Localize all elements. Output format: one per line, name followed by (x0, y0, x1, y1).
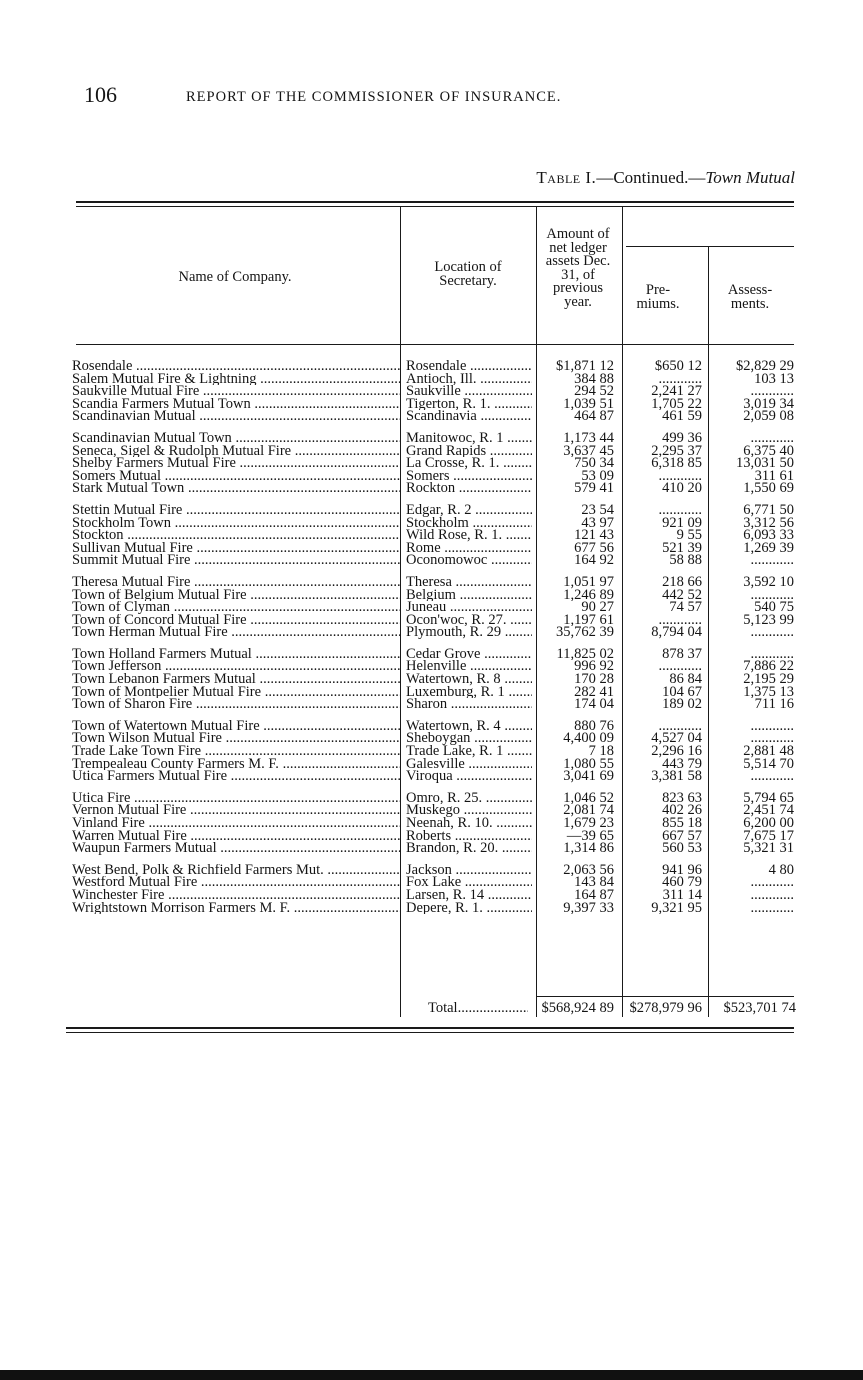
premiums: ............ (658, 660, 702, 674)
table-row (72, 614, 796, 627)
company-name: Scandinavian Mutual Town ..... (72, 432, 400, 445)
premiums: 941 96 (662, 863, 702, 877)
row-group (72, 504, 796, 567)
secretary-location: Theresa ..... (400, 576, 532, 589)
premiums: 104 67 (662, 685, 702, 699)
company-name: Vernon Mutual Fire ..... (72, 804, 400, 817)
total-row (400, 1000, 796, 1017)
table-row (72, 673, 796, 686)
total-assessments: $523,701 74 (723, 1000, 796, 1016)
total-net-ledger-assets: $568,924 89 (541, 1000, 614, 1016)
premiums: ............ (658, 503, 702, 517)
secretary-location: Tigerton, R. 1. ..... (400, 398, 532, 411)
table-row (72, 410, 796, 423)
row-group (72, 864, 796, 914)
net-ledger-assets: 1,679 23 (563, 817, 614, 830)
assessments: 711 16 (754, 698, 794, 711)
assessments: ............ (750, 588, 794, 602)
header-location: Location of Secretary. (434, 259, 502, 289)
row-group (72, 792, 796, 855)
total-top-rule (536, 996, 794, 997)
net-ledger-assets: 164 92 (574, 554, 614, 567)
total-label: Total ..... (400, 1000, 528, 1017)
assessments: 1,375 13 (743, 685, 794, 699)
assessments: 4 80 (768, 863, 794, 877)
secretary-location: Galesville ..... (400, 758, 532, 771)
company-name: Trempealeau County Farmers M. F. ..... (72, 758, 400, 771)
table-row (72, 770, 796, 783)
company-name: Waupun Farmers Mutual ..... (72, 842, 400, 855)
table-row (72, 864, 796, 877)
net-ledger-assets: 1,046 52 (563, 791, 614, 805)
scan-edge-bar (0, 1370, 863, 1380)
table-row (72, 889, 796, 902)
table-row (72, 470, 796, 483)
row-group (72, 360, 796, 423)
company-name: Shelby Farmers Mutual Fire ..... (72, 457, 400, 470)
company-name: Vinland Fire ..... (72, 817, 400, 830)
assessments: ............ (750, 770, 794, 783)
table-row (72, 732, 796, 745)
company-name: Town of Clyman ..... (72, 601, 400, 614)
premiums: 74 57 (669, 601, 702, 614)
premiums: 667 57 (662, 829, 702, 843)
company-name: West Bend, Polk & Richfield Farmers Mut. ..... (72, 864, 400, 877)
net-ledger-assets: 1,314 86 (563, 842, 614, 855)
company-name: Town of Belgium Mutual Fire ..... (72, 589, 400, 602)
premiums: 402 26 (662, 804, 702, 817)
assessments: 2,451 74 (743, 804, 794, 817)
assessments: 5,123 99 (743, 613, 794, 627)
company-name: Warren Mutual Fire ..... (72, 830, 400, 843)
net-ledger-assets: 174 04 (574, 698, 614, 711)
assessments: ............ (750, 431, 794, 445)
table-row (72, 589, 796, 602)
secretary-location: Viroqua ..... (400, 770, 532, 783)
secretary-location: Cedar Grove ..... (400, 648, 532, 661)
net-ledger-assets: 1,197 61 (563, 613, 614, 627)
company-name: Stettin Mutual Fire ..... (72, 504, 400, 517)
net-ledger-assets: 170 28 (574, 673, 614, 686)
assessments: 1,269 39 (743, 541, 794, 555)
table-body (72, 360, 796, 923)
secretary-location: Edgar, R. 2 ..... (400, 504, 532, 517)
header-assessments: Assess- ments. (727, 282, 773, 312)
running-head: REPORT OF THE COMMISSIONER OF INSURANCE. (186, 89, 562, 105)
table-caption (536, 168, 795, 188)
net-ledger-assets: 3,041 69 (563, 770, 614, 783)
assessments: 3,592 10 (743, 575, 794, 589)
total-premiums: $278,979 96 (629, 1000, 702, 1016)
premiums: 189 02 (662, 698, 702, 711)
net-ledger-assets: 996 92 (574, 660, 614, 674)
assessments: 6,375 40 (743, 444, 794, 458)
net-ledger-assets: 164 87 (574, 888, 614, 902)
header-bottom-rule (76, 344, 794, 345)
premiums: 86 84 (669, 673, 702, 686)
assessments: ............ (750, 876, 794, 889)
secretary-location: Belgium ..... (400, 589, 532, 602)
net-ledger-assets: 579 41 (574, 482, 614, 495)
table-row (72, 792, 796, 805)
table-row (72, 445, 796, 458)
company-name: Stark Mutual Town ..... (72, 482, 400, 495)
secretary-location: Rome ..... (400, 542, 532, 555)
assessments: ............ (750, 385, 794, 398)
table-row (72, 482, 796, 495)
net-ledger-assets: 1,173 44 (563, 431, 614, 445)
assessments: 5,321 31 (743, 842, 794, 855)
premiums: 3,381 58 (651, 770, 702, 783)
table-row (72, 398, 796, 411)
net-ledger-assets: 1,051 97 (563, 575, 614, 589)
header-amount: Amount of net ledger assets Dec. 31, of previous year. (545, 226, 611, 310)
net-ledger-assets: 121 43 (574, 529, 614, 542)
company-name: Town of Watertown Mutual Fire ..... (72, 720, 400, 733)
net-ledger-assets: 2,063 56 (563, 863, 614, 877)
secretary-location: Oconomowoc ..... (400, 554, 532, 567)
net-ledger-assets: 7 18 (588, 745, 614, 758)
premiums: 1,705 22 (651, 397, 702, 411)
net-ledger-assets: 35,762 39 (556, 626, 614, 639)
net-ledger-assets: 1,080 55 (563, 757, 614, 771)
secretary-location: Saukville ..... (400, 385, 532, 398)
assessments: 6,200 00 (743, 817, 794, 830)
assessments: 2,881 48 (743, 745, 794, 758)
table-row (72, 504, 796, 517)
table-row (72, 876, 796, 889)
net-ledger-assets: 3,637 45 (563, 444, 614, 458)
assessments: 7,886 22 (743, 660, 794, 674)
company-name: Town Lebanon Farmers Mutual ..... (72, 673, 400, 686)
company-name: Saukville Mutual Fire ..... (72, 385, 400, 398)
assessments: ............ (750, 647, 794, 661)
net-ledger-assets: 4,400 09 (563, 732, 614, 746)
premiums: 2,296 16 (651, 745, 702, 758)
assessments: 7,675 17 (743, 829, 794, 843)
premiums: 2,241 27 (651, 385, 702, 398)
net-ledger-assets: 677 56 (574, 541, 614, 555)
company-name: Winchester Fire ..... (72, 889, 400, 902)
company-name: Somers Mutual ..... (72, 470, 400, 483)
secretary-location: Sheboygan ..... (400, 732, 532, 745)
company-name: Town Herman Mutual Fire ..... (72, 626, 400, 639)
premiums: 460 79 (662, 876, 702, 889)
company-name: Town Wilson Mutual Fire ..... (72, 732, 400, 745)
premiums: 6,318 85 (651, 457, 702, 470)
secretary-location: Helenville ..... (400, 660, 532, 673)
company-name: Scandinavian Mutual ..... (72, 410, 400, 423)
assessments: ............ (750, 732, 794, 746)
row-group (72, 432, 796, 495)
company-name: Stockton ..... (72, 529, 400, 542)
assessments: 2,195 29 (743, 673, 794, 686)
table-row (72, 842, 796, 855)
assessments: ............ (750, 719, 794, 733)
premiums: 218 66 (662, 575, 702, 589)
assessments: ............ (750, 626, 794, 639)
caption-continued: —Continued.— (596, 168, 706, 187)
net-ledger-assets: 282 41 (574, 685, 614, 699)
premiums: 878 37 (662, 647, 702, 661)
table-row (72, 360, 796, 373)
table-row (72, 517, 796, 530)
assessments: ............ (750, 888, 794, 902)
secretary-location: Antioch, Ill. ..... (400, 373, 532, 386)
premiums: 461 59 (662, 410, 702, 423)
premiums: 9,321 95 (651, 901, 702, 915)
secretary-location: Omro, R. 25. ..... (400, 792, 532, 805)
company-name: Town of Concord Mutual Fire ..... (72, 614, 400, 627)
secretary-location: La Crosse, R. 1. ..... (400, 457, 532, 470)
net-ledger-assets: 53 09 (581, 469, 614, 483)
net-ledger-assets: 464 87 (574, 410, 614, 423)
premiums: 311 14 (662, 888, 702, 902)
company-name: Salem Mutual Fire & Lightning ..... (72, 373, 400, 386)
secretary-location: Watertown, R. 8 ..... (400, 673, 532, 686)
secretary-location: Sharon ..... (400, 698, 532, 711)
net-ledger-assets: 1,246 89 (563, 588, 614, 602)
table-row (72, 576, 796, 589)
premiums: 521 39 (662, 541, 702, 555)
net-ledger-assets: 43 97 (581, 516, 614, 530)
table-row (72, 648, 796, 661)
secretary-location: Fox Lake ..... (400, 876, 532, 889)
secretary-location: Plymouth, R. 29 ..... (400, 626, 532, 639)
company-name: Scandia Farmers Mutual Town ..... (72, 398, 400, 411)
premiums: 443 79 (662, 757, 702, 771)
secretary-location: Rockton ..... (400, 482, 532, 495)
caption-subject: Town Mutual (705, 168, 795, 187)
table-row (72, 902, 796, 915)
net-ledger-assets: 2,081 74 (563, 804, 614, 817)
assessments: 5,794 65 (743, 791, 794, 805)
assessments: 5,514 70 (743, 757, 794, 771)
table-row (72, 457, 796, 470)
premiums: 442 52 (662, 588, 702, 602)
row-group (72, 720, 796, 783)
table-row (72, 720, 796, 733)
net-ledger-assets: 11,825 02 (556, 647, 614, 661)
company-name: Trade Lake Town Fire ..... (72, 745, 400, 758)
assessments: 2,059 08 (743, 410, 794, 423)
net-ledger-assets: 880 76 (574, 719, 614, 733)
net-ledger-assets: 23 54 (581, 503, 614, 517)
table-bottom-rule-inner (66, 1032, 794, 1033)
assessments: ............ (750, 554, 794, 567)
premiums: 4,527 04 (651, 732, 702, 746)
secretary-location: Brandon, R. 20. ..... (400, 842, 532, 855)
premiums: 499 36 (662, 431, 702, 445)
company-name: Sullivan Mutual Fire ..... (72, 542, 400, 555)
assessments: 6,771 50 (743, 503, 794, 517)
net-ledger-assets: 750 34 (574, 457, 614, 470)
assessments: 6,093 33 (743, 529, 794, 542)
premiums: $650 12 (654, 360, 702, 373)
net-ledger-assets: 1,039 51 (563, 397, 614, 411)
assessments: ............ (750, 901, 794, 915)
company-name: Utica Farmers Mutual Fire ..... (72, 770, 400, 783)
company-name: Town of Montpelier Mutual Fire ..... (72, 686, 400, 699)
row-group (72, 648, 796, 711)
secretary-location: Neenah, R. 10. ..... (400, 817, 532, 830)
premiums: 9 55 (676, 529, 702, 542)
premiums: 921 09 (662, 516, 702, 530)
secretary-location: Stockholm ..... (400, 517, 532, 530)
net-ledger-assets: 9,397 33 (563, 901, 614, 915)
table-row (72, 686, 796, 699)
premiums: 410 20 (662, 482, 702, 495)
secretary-location: Somers ..... (400, 470, 532, 483)
table-row (72, 698, 796, 711)
secretary-location: Larsen, R. 14 ..... (400, 889, 532, 902)
company-name: Wrightstown Morrison Farmers M. F. ..... (72, 902, 400, 915)
table-row (72, 385, 796, 398)
net-ledger-assets: 384 88 (574, 372, 614, 386)
company-name: Rosendale ..... (72, 360, 400, 373)
net-ledger-assets: 143 84 (574, 876, 614, 889)
page-number: 106 (84, 82, 117, 107)
table-bottom-rule (66, 1027, 794, 1029)
assessments: 103 13 (754, 372, 794, 386)
assessments: $2,829 29 (736, 360, 794, 373)
company-name: Town of Sharon Fire ..... (72, 698, 400, 711)
table-row (72, 817, 796, 830)
secretary-location: Rosendale ..... (400, 360, 532, 373)
assessments: 311 61 (754, 469, 794, 483)
secretary-location: Roberts ..... (400, 830, 532, 843)
caption-table-label: Table I. (536, 168, 597, 187)
secretary-location: Luxemburg, R. 1 ..... (400, 686, 532, 699)
secretary-location: Trade Lake, R. 1 ..... (400, 745, 532, 758)
premiums: ............ (658, 372, 702, 386)
table-row (72, 554, 796, 567)
header-premiums: Pre- miums. (636, 282, 680, 312)
table-row (72, 758, 796, 771)
table-row (72, 529, 796, 542)
table-top-rule-inner (76, 206, 794, 207)
table-row (72, 745, 796, 758)
company-name: Seneca, Sigel & Rudolph Mutual Fire ..... (72, 445, 400, 458)
table-row (72, 373, 796, 386)
premiums: 2,295 37 (651, 444, 702, 458)
premiums: 8,794 04 (651, 626, 702, 639)
company-name: Theresa Mutual Fire ..... (72, 576, 400, 589)
secretary-location: Jackson ..... (400, 864, 532, 877)
row-group (72, 576, 796, 639)
secretary-location: Juneau ..... (400, 601, 532, 614)
net-ledger-assets: $1,871 12 (556, 360, 614, 373)
company-name: Town Holland Farmers Mutual ..... (72, 648, 400, 661)
premiums: 560 53 (662, 842, 702, 855)
premiums: 855 18 (662, 817, 702, 830)
secretary-location: Muskego ..... (400, 804, 532, 817)
secretary-location: Grand Rapids ..... (400, 445, 532, 458)
company-name: Town Jefferson ..... (72, 660, 400, 673)
premiums: ............ (658, 613, 702, 627)
assessments: 3,312 56 (743, 516, 794, 530)
table-row (72, 542, 796, 555)
company-name: Stockholm Town ..... (72, 517, 400, 530)
assessments: 13,031 50 (736, 457, 794, 470)
header-name: Name of Company. (178, 269, 292, 285)
table-row (72, 432, 796, 445)
secretary-location: Wild Rose, R. 1. ..... (400, 529, 532, 542)
premiums: 58 88 (669, 554, 702, 567)
premiums: ............ (658, 469, 702, 483)
table-top-rule (76, 201, 794, 203)
premiums: ............ (658, 719, 702, 733)
net-ledger-assets: 90 27 (581, 601, 614, 614)
company-name: Utica Fire ..... (72, 792, 400, 805)
premiums: 823 63 (662, 791, 702, 805)
secretary-location: Depere, R. 1. ..... (400, 902, 532, 915)
secretary-location: Manitowoc, R. 1 ..... (400, 432, 532, 445)
company-name: Westford Mutual Fire ..... (72, 876, 400, 889)
table-row (72, 601, 796, 614)
group-header-rule (626, 246, 794, 247)
table-row (72, 660, 796, 673)
assessments: 540 75 (754, 601, 794, 614)
assessments: 1,550 69 (743, 482, 794, 495)
net-ledger-assets: —39 65 (566, 829, 614, 843)
secretary-location: Watertown, R. 4 ..... (400, 720, 532, 733)
assessments: 3,019 34 (743, 397, 794, 411)
company-name: Summit Mutual Fire ..... (72, 554, 400, 567)
secretary-location: Scandinavia ..... (400, 410, 532, 423)
secretary-location: Ocon'woc, R. 27. ..... (400, 614, 532, 627)
table-row (72, 830, 796, 843)
net-ledger-assets: 294 52 (574, 385, 614, 398)
table-row (72, 626, 796, 639)
table-row (72, 804, 796, 817)
